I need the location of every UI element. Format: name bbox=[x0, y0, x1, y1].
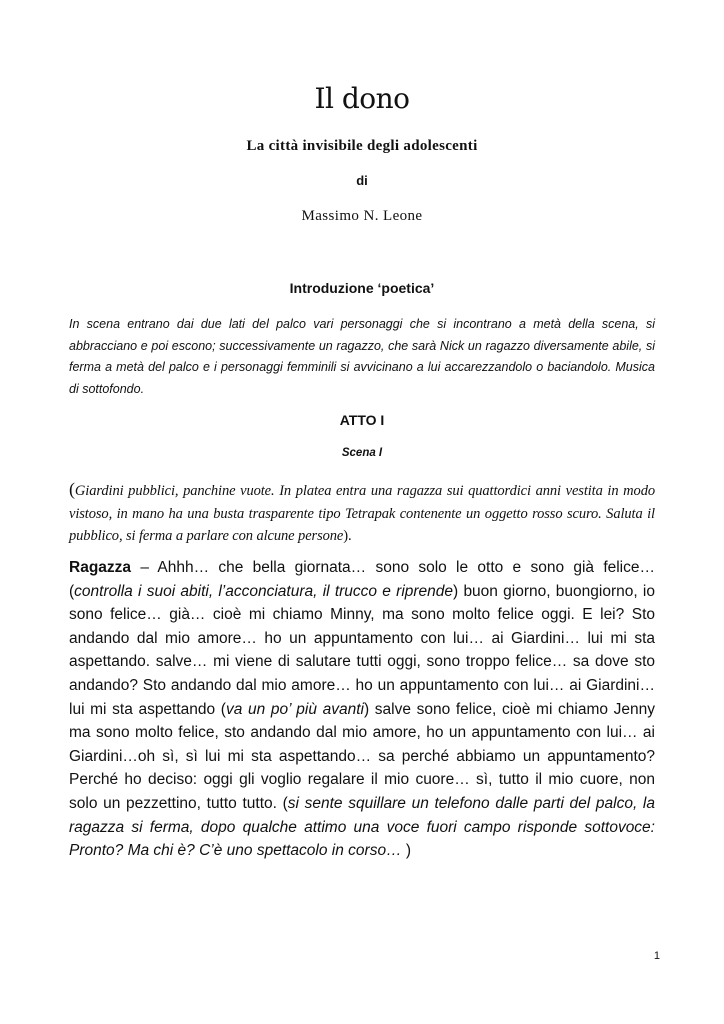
dialogue-part-3: ) salve sono felice, cioè mi chiamo Jenny ma sono molto felice, sto andando dal mio amore, ho un appuntamento con lui… ai Giardini…oh sì, sì lui mi sta aspettando… sa perché abbiamo un appuntamento? Perché ho deciso: oggi gli voglio regalare il mio cuore… sì, tutto il mio cuore, non solo un pezzettino, tutto tutto. ( bbox=[69, 700, 655, 812]
byline-di: di bbox=[356, 173, 368, 188]
dialogue-aside-3: si sente squillare un telefono dalle parti del palco, la ragazza si ferma, dopo qualche attimo una voce fuori campo risponde sottovoce: Pronto? Ma chi è? C’è uno spettacolo in corso… bbox=[69, 794, 655, 860]
dialogue-part-2: ) buon giorno, buongiorno, io sono felice… già… cioè mi chiamo Minny, ma sono molto felice oggi. E lei? Sto andando dal mio amore… ho un appuntamento con lui… ai Giardini… lui mi sta aspettando. salve… mi viene di salutare tutti oggi, sono troppo felice… sa dove sto andando? Sto andando dal mio amore… ho un appuntamento con lui… ai Giardini… lui mi sta aspettando ( bbox=[69, 582, 655, 718]
intro-heading: Introduzione ‘poetica’ bbox=[289, 280, 435, 296]
dialogue-aside-2: va un po’ più avanti bbox=[225, 700, 364, 718]
intro-text: In scena entrano dai due lati del palco vari personaggi che si incontrano a metà della scena, si abbracciano e poi escono; successivamente un ragazzo, che sarà Nick un ragazzo diversamente abile, si ferma a metà del palco e i personaggi femminili si avvicinano a lui accarezzandolo o baciandolo. Musica di sottofondo. bbox=[69, 317, 655, 396]
page-number: 1 bbox=[653, 950, 660, 962]
dialogue-part-1: – Ahhh… che bella giornata… sono solo le otto e sono già felice… ( bbox=[69, 559, 655, 600]
stage-direction-open: ( bbox=[69, 479, 75, 499]
dialogue-part-4: ) bbox=[401, 842, 412, 860]
stage-direction-text: Giardini pubblici, panchine vuote. In platea entra una ragazza sui quattordici anni vestita in modo vistoso, in mano ha una busta trasparente tipo Tetrapak contenente un oggetto rosso scuro. Saluta il pubblico, si ferma a parlare con alcune persone bbox=[69, 483, 655, 544]
document-subtitle: La città invisibile degli adolescenti bbox=[246, 138, 478, 154]
scene-heading: Scena I bbox=[341, 447, 383, 459]
document-title: Il dono bbox=[314, 82, 410, 115]
act-heading: ATTO I bbox=[339, 412, 385, 428]
dialogue-paragraph bbox=[69, 556, 655, 863]
stage-direction bbox=[69, 478, 655, 548]
stage-direction-close: ). bbox=[343, 528, 352, 544]
dialogue-aside-1: controlla i suoi abiti, l’acconciatura, il trucco e riprende bbox=[74, 582, 454, 600]
author-name: Massimo N. Leone bbox=[301, 208, 423, 224]
speaker-name: Ragazza bbox=[69, 559, 132, 576]
